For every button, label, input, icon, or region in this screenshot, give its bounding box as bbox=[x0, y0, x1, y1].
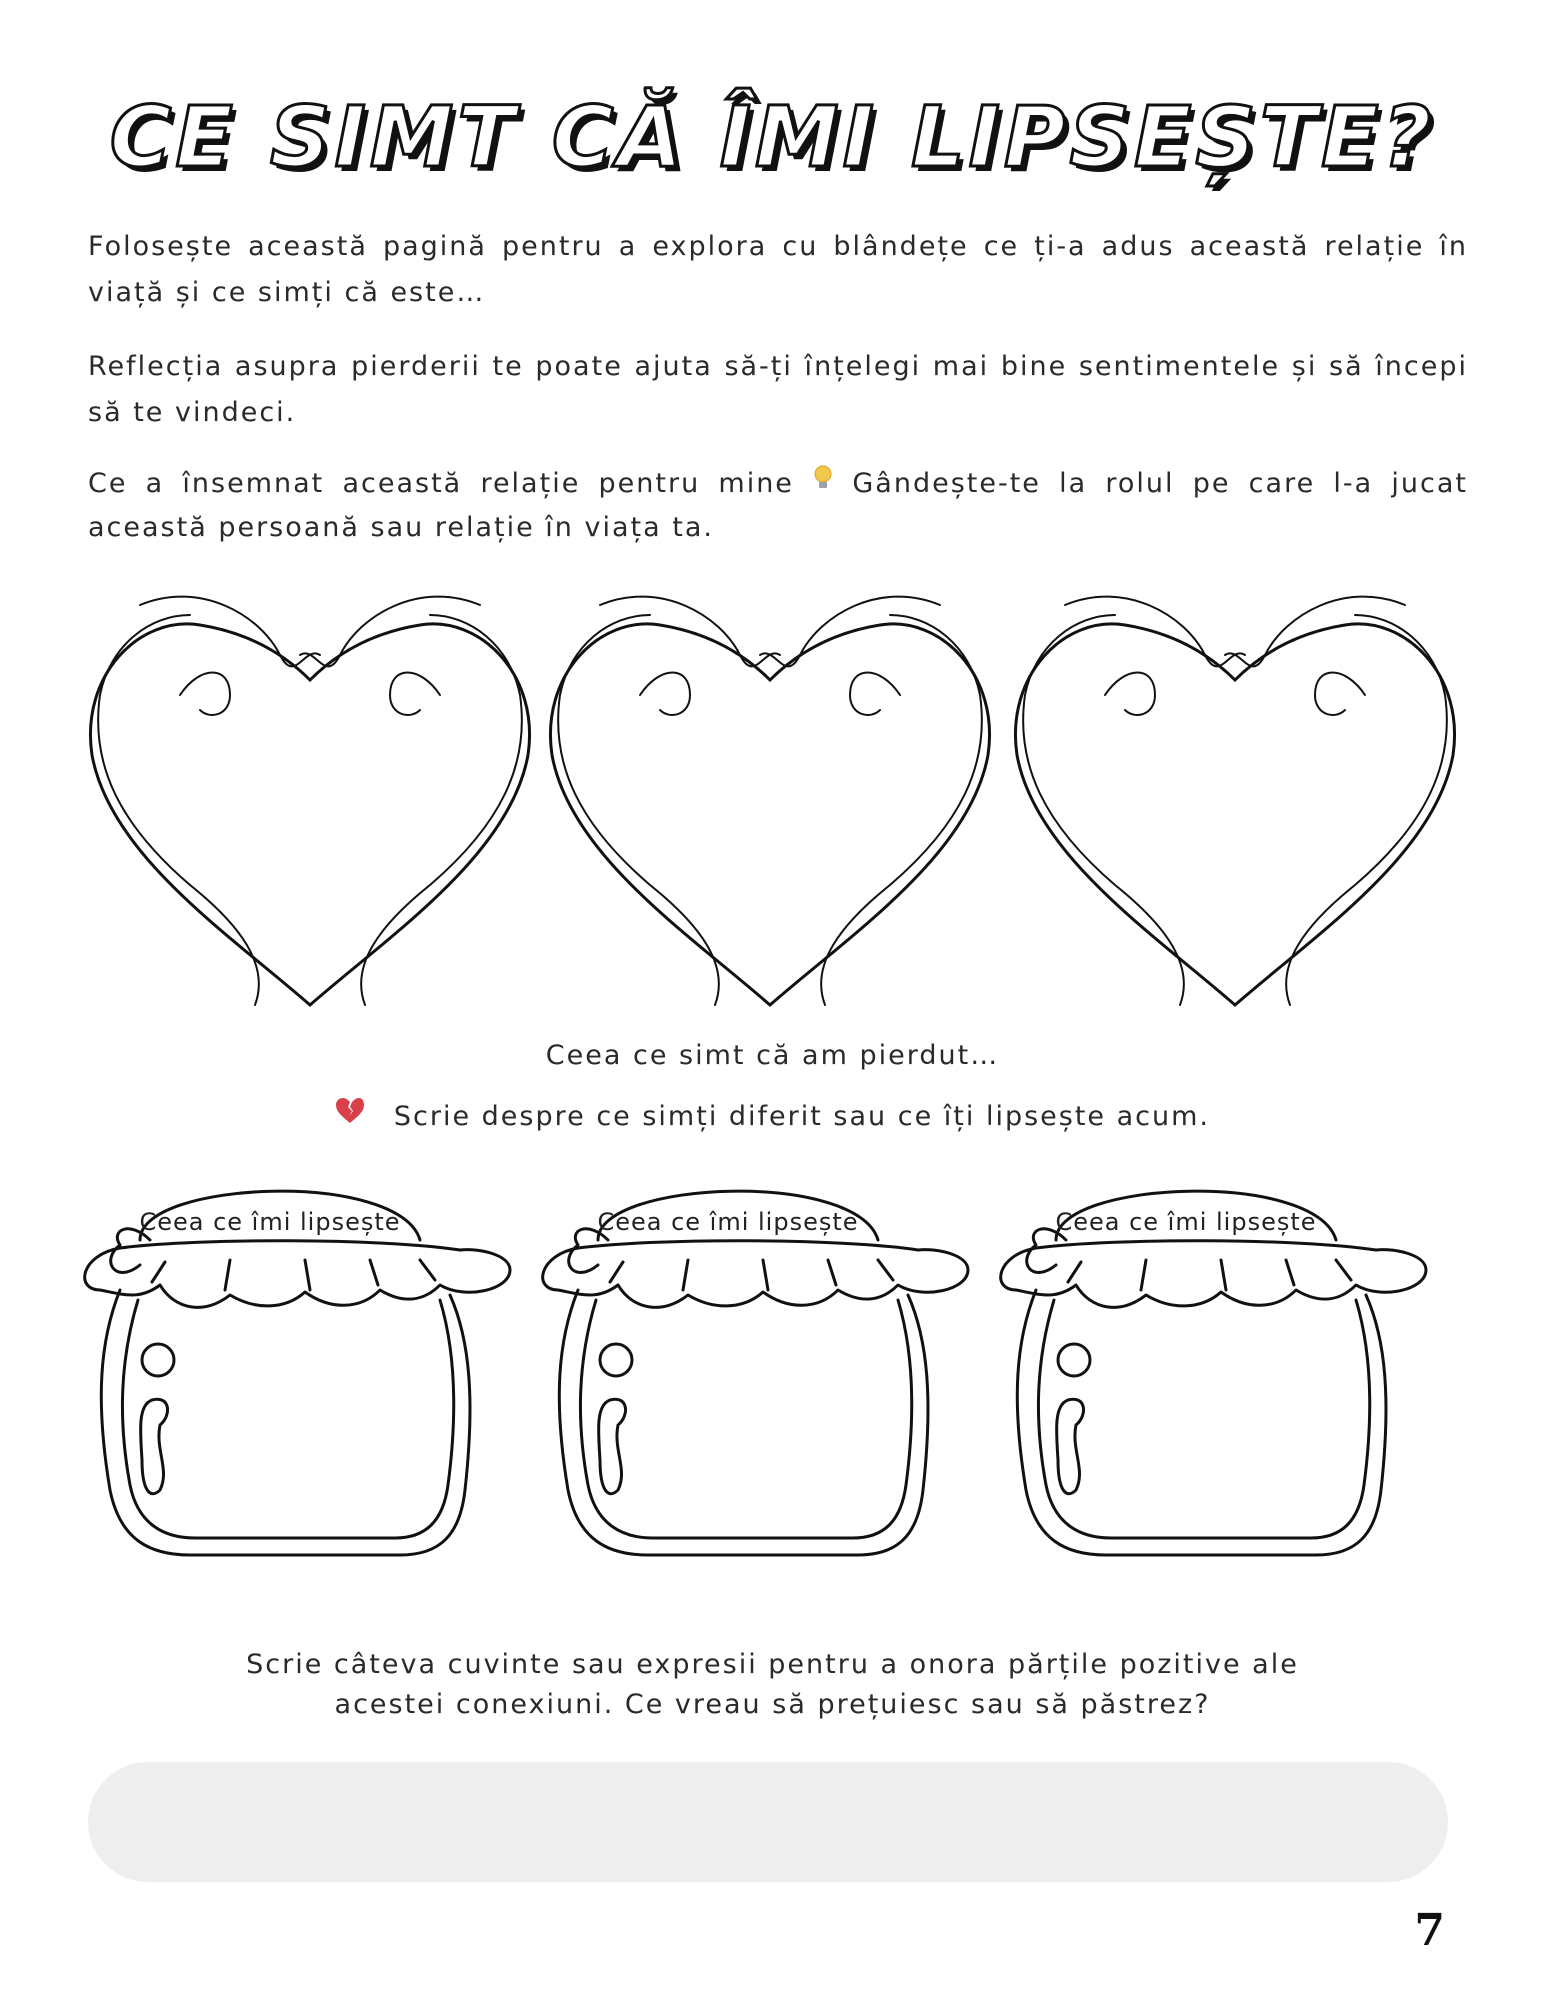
jar-frame-3[interactable] bbox=[996, 1160, 1456, 1600]
answer-box[interactable] bbox=[88, 1762, 1448, 1882]
loss-instruction: Scrie despre ce simți diferit sau ce îți lipsește acum. bbox=[393, 1101, 1211, 1132]
loss-instruction-line bbox=[0, 1097, 1545, 1132]
jar-frame-2[interactable] bbox=[538, 1160, 998, 1600]
heart-frame-2[interactable] bbox=[540, 585, 1000, 1015]
reflection-paragraph: Reflecția asupra pierderii te poate ajuta să-ți înțelegi mai bine sentimentele și să începi să te vindeci. bbox=[88, 351, 1468, 428]
positive-prompt-line1: Scrie câteva cuvinte sau expresii pentru a onora părțile pozitive ale bbox=[246, 1649, 1299, 1680]
intro-paragraph: Folosește această pagină pentru a explora cu blândețe ce ți-a adus această relație în viață și ce simți că este… bbox=[88, 231, 1468, 308]
meaning-prompt-end: Gândește-te la rolul pe care l-a jucat această persoană sau relație în viața ta. bbox=[88, 468, 1468, 543]
jar-label-3: Ceea ce îmi lipsește bbox=[1055, 1208, 1317, 1236]
jar-label-2: Ceea ce îmi lipsește bbox=[597, 1208, 859, 1236]
page-title: CE SIMT CĂ ÎMI LIPSEȘTE? bbox=[109, 88, 1436, 186]
heart-frame-1[interactable] bbox=[80, 585, 540, 1015]
jars-drawing-area bbox=[80, 1160, 1480, 1600]
broken-heart-icon bbox=[335, 1099, 376, 1132]
heart-frame-3[interactable] bbox=[1005, 585, 1465, 1015]
meaning-prompt bbox=[88, 462, 1468, 550]
page-number: 7 bbox=[1414, 1905, 1445, 1956]
meaning-prompt-start: Ce a însemnat această relație pentru mine bbox=[88, 468, 794, 499]
lightbulb-icon bbox=[812, 462, 834, 506]
jar-label-1: Ceea ce îmi lipsește bbox=[139, 1208, 401, 1236]
loss-heading: Ceea ce simt că am pierdut… bbox=[545, 1040, 1000, 1071]
hearts-drawing-area bbox=[80, 585, 1480, 1015]
positive-prompt bbox=[0, 1645, 1545, 1725]
jar-frame-1[interactable] bbox=[80, 1160, 540, 1600]
positive-prompt-line2: acestei conexiuni. Ce vreau să prețuiesc sau să păstrez? bbox=[334, 1689, 1211, 1720]
